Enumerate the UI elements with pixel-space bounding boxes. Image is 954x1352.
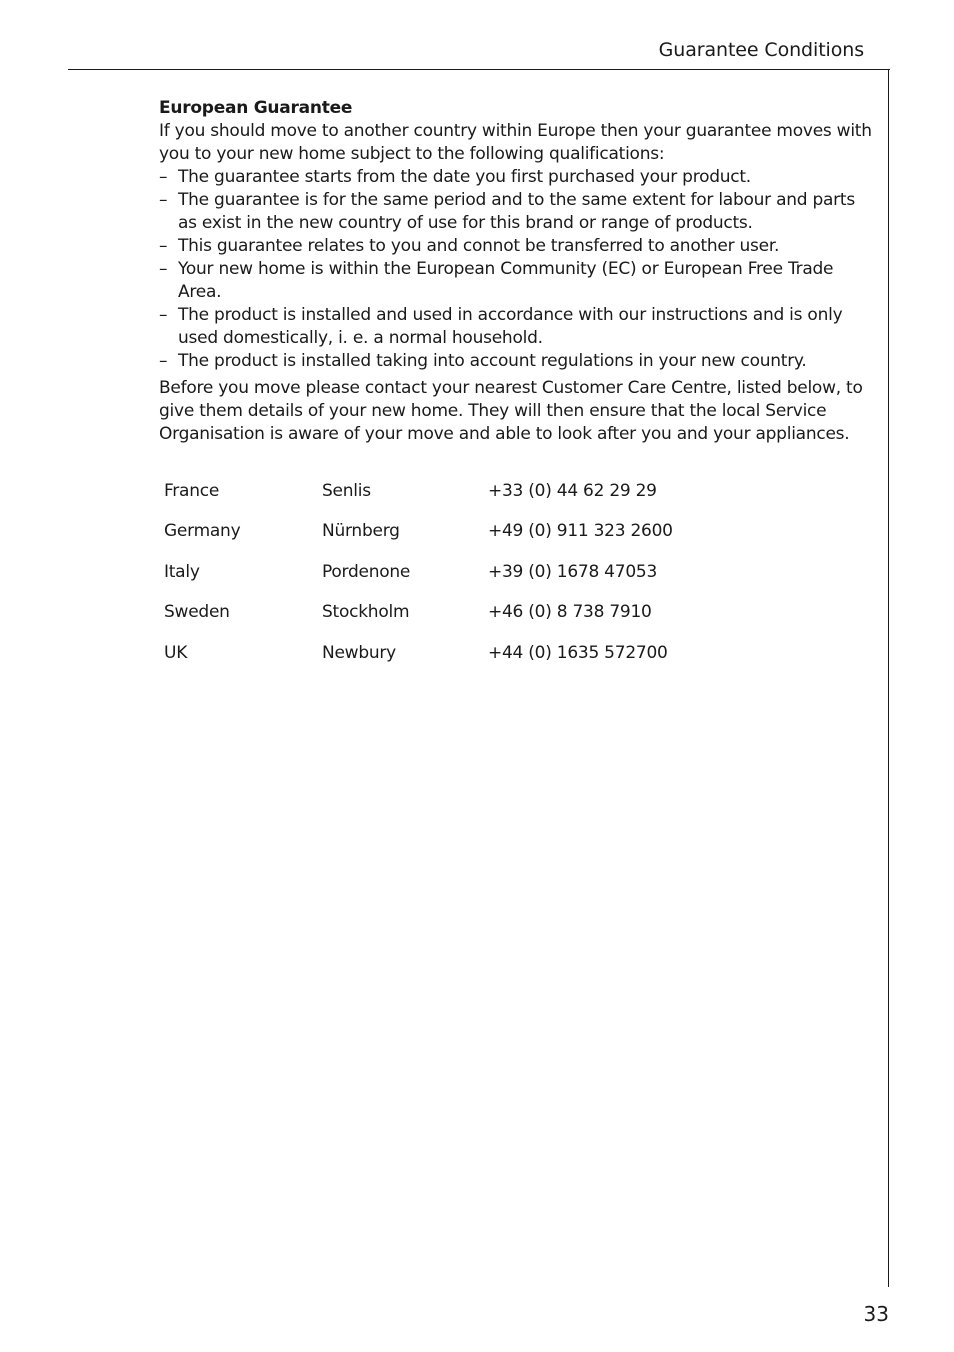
table-row bbox=[164, 552, 673, 593]
phone-cell: +39 (0) 1678 47053 bbox=[488, 561, 658, 582]
phone-cell: +46 (0) 8 738 7910 bbox=[488, 602, 652, 623]
city-cell: Newbury bbox=[322, 642, 396, 663]
table-row bbox=[164, 633, 673, 674]
city-cell: Stockholm bbox=[322, 602, 410, 623]
outro-paragraph: Before you move please contact your nearest Customer Care Centre, listed below, to give them details of your new home. They will then ensure that the local Service Organisation is aware of your move and able to look after you and your appliances. bbox=[159, 378, 863, 444]
table-row bbox=[164, 512, 673, 553]
table-row bbox=[164, 471, 673, 512]
condition-item: – This guarantee relates to you and connot be transferred to another user. bbox=[159, 235, 874, 258]
margin-rule bbox=[888, 69, 889, 1287]
country-cell: Italy bbox=[164, 561, 200, 582]
condition-item: – The product is installed and used in accordance with our instructions and is only used domestically, i. e. a normal household. bbox=[159, 304, 874, 350]
condition-item: – The guarantee is for the same period and to the same extent for labour and parts as exist in the new country of use for this brand or range of products. bbox=[159, 189, 874, 235]
condition-item: – Your new home is within the European Community (EC) or European Free Trade Area. bbox=[159, 258, 874, 304]
guarantee-section bbox=[159, 97, 874, 674]
country-cell: France bbox=[164, 480, 220, 501]
phone-cell: +44 (0) 1635 572700 bbox=[488, 642, 668, 663]
section-heading: European Guarantee bbox=[159, 98, 353, 118]
table-row bbox=[164, 593, 673, 634]
phone-cell: +33 (0) 44 62 29 29 bbox=[488, 480, 657, 501]
care-centre-table bbox=[164, 471, 673, 674]
city-cell: Nürnberg bbox=[322, 521, 400, 542]
city-cell: Pordenone bbox=[322, 561, 411, 582]
country-cell: Germany bbox=[164, 521, 241, 542]
header-rule bbox=[68, 69, 890, 70]
phone-cell: +49 (0) 911 323 2600 bbox=[488, 521, 673, 542]
page-number: 33 bbox=[863, 1302, 889, 1326]
conditions-list bbox=[159, 166, 874, 373]
condition-item: – The guarantee starts from the date you first purchased your product. bbox=[159, 166, 874, 189]
intro-paragraph: If you should move to another country within Europe then your guarantee moves with you to your new home subject to the following qualifications: bbox=[159, 121, 872, 164]
city-cell: Senlis bbox=[322, 480, 371, 501]
condition-item: – The product is installed taking into account regulations in your new country. bbox=[159, 350, 874, 373]
country-cell: UK bbox=[164, 642, 188, 663]
country-cell: Sweden bbox=[164, 602, 230, 623]
page-header-title: Guarantee Conditions bbox=[658, 39, 864, 61]
